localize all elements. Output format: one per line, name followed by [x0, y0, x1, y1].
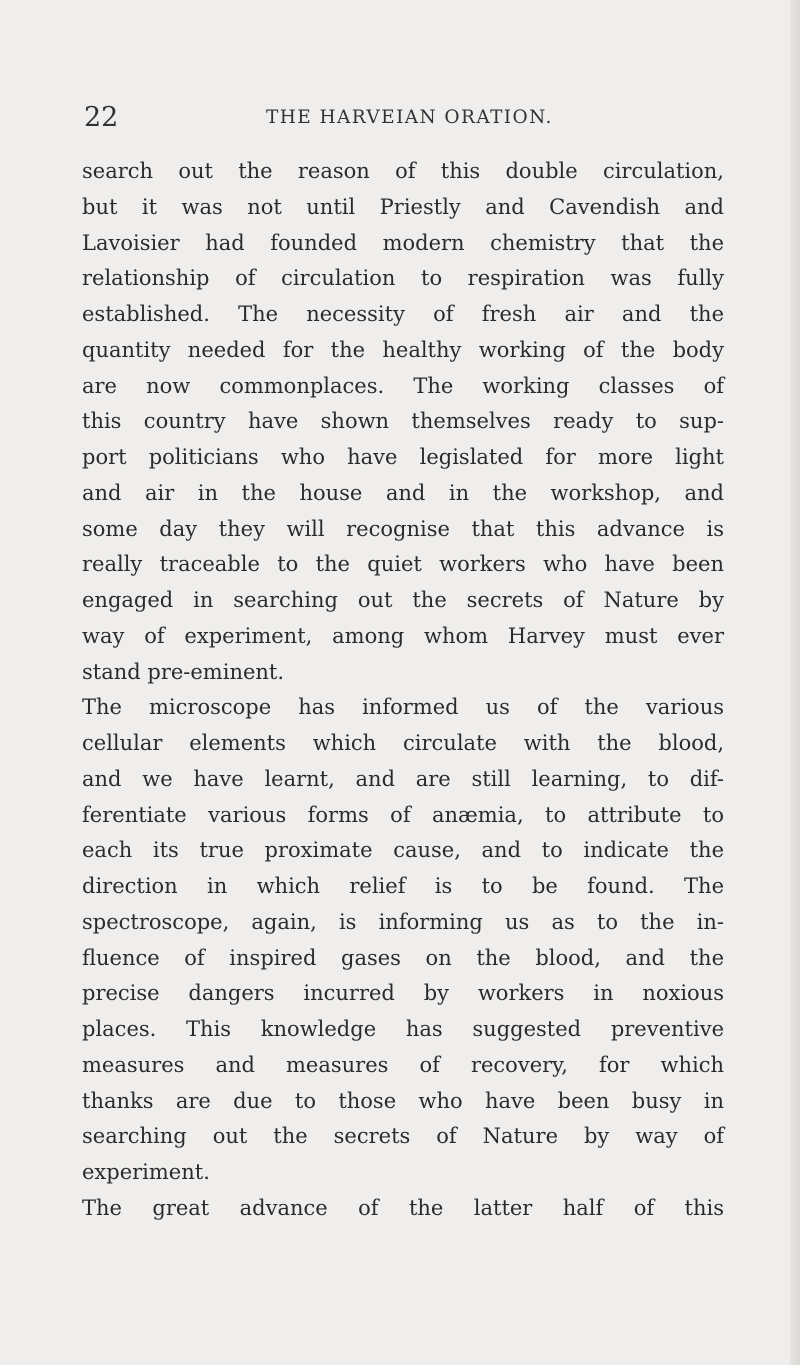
text-line: places. This knowledge has suggested preventive	[82, 1017, 724, 1041]
running-head	[84, 100, 734, 136]
text-line: this country have shown themselves ready to sup-	[82, 409, 724, 434]
text-line: precise dangers incurred by workers in noxious	[82, 981, 724, 1006]
text-line: Lavoisier had founded modern chemistry that the	[82, 230, 724, 255]
text-line: experiment.	[82, 1160, 210, 1184]
text-line: The microscope has informed us of the various	[82, 695, 724, 720]
text-line: searching out the secrets of Nature by way of	[82, 1124, 724, 1149]
text-line: The great advance of the latter half of this	[82, 1195, 724, 1220]
text-line: each its true proximate cause, and to indicate the	[82, 838, 724, 863]
text-line: search out the reason of this double circulation,	[82, 159, 724, 183]
text-line: engaged in searching out the secrets of Nature by	[82, 588, 724, 612]
page-number: 22	[84, 102, 119, 133]
text-line: relationship of circulation to respiration was fully	[82, 266, 724, 291]
text-line: way of experiment, among whom Harvey must ever	[82, 623, 724, 648]
text-line: some day they will recognise that this advance is	[82, 516, 724, 541]
body-text	[82, 154, 724, 1227]
text-line: quantity needed for the healthy working of the body	[82, 337, 724, 362]
text-line: fluence of inspired gases on the blood, and the	[82, 945, 724, 970]
text-line: established. The necessity of fresh air and the	[82, 302, 724, 326]
running-title: THE HARVEIAN ORATION.	[266, 107, 553, 128]
text-line: thanks are due to those who have been busy in	[82, 1088, 724, 1113]
text-line: ferentiate various forms of anæmia, to attribute to	[82, 802, 724, 827]
text-line: spectroscope, again, is informing us as to the in-	[82, 909, 724, 934]
text-line: measures and measures of recovery, for which	[82, 1052, 724, 1077]
text-line: and air in the house and in the workshop, and	[82, 480, 724, 505]
text-line: are now commonplaces. The working classes of	[82, 373, 724, 398]
page-edge	[790, 0, 800, 1365]
text-line: but it was not until Priestly and Cavendish and	[82, 194, 724, 219]
text-line: and we have learnt, and are still learning, to dif-	[82, 766, 724, 791]
text-line: direction in which relief is to be found. The	[82, 874, 724, 898]
text-line: really traceable to the quiet workers who have been	[82, 552, 724, 577]
text-line: stand pre-eminent.	[82, 659, 285, 684]
text-line: port politicians who have legislated for more light	[82, 445, 724, 469]
text-line: cellular elements which circulate with the blood,	[82, 731, 724, 755]
